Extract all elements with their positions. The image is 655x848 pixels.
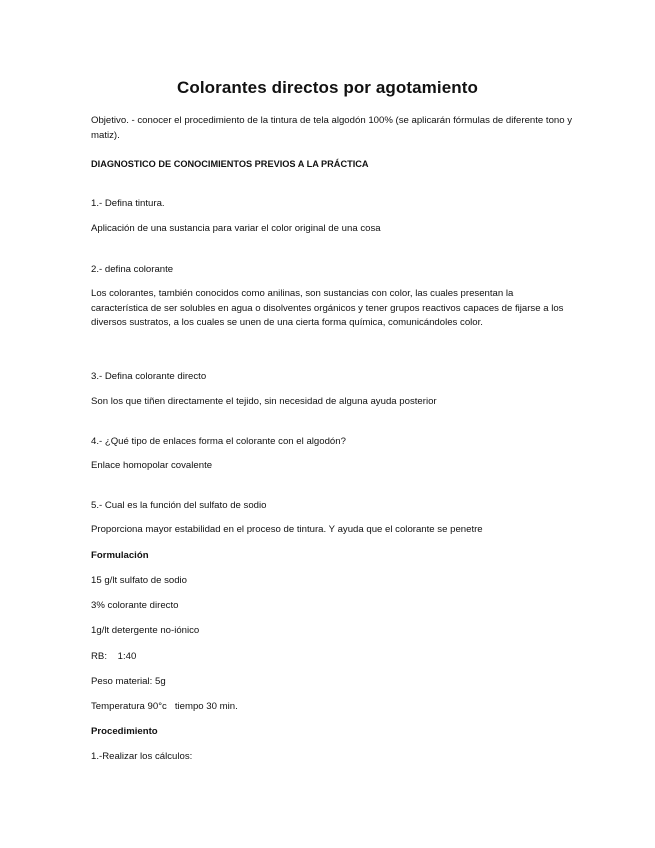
formulation-item: RB: 1:40 (91, 651, 137, 662)
formulation-item: 3% colorante directo (91, 600, 179, 611)
formulation-heading: Formulación (91, 550, 149, 561)
page-title: Colorantes directos por agotamiento (176, 78, 479, 97)
formulation-item: 15 g/lt sulfato de sodio (91, 575, 188, 586)
procedure-heading: Procedimiento (91, 726, 158, 737)
question-3: 3.- Defina colorante directo (91, 371, 207, 382)
formulation-item: 1g/lt detergente no-iónico (91, 625, 200, 636)
question-5: 5.- Cual es la función del sulfato de sodio (91, 500, 267, 511)
formulation-item: Peso material: 5g (91, 676, 166, 687)
procedure-step: 1.-Realizar los cálculos: (91, 751, 193, 762)
question-2: 2.- defina colorante (91, 264, 174, 275)
section-heading: DIAGNOSTICO DE CONOCIMIENTOS PREVIOS A LA PRÁCTICA (91, 159, 369, 169)
answer-1: Aplicación de una sustancia para variar el color original de una cosa (91, 223, 381, 234)
question-4: 4.- ¿Qué tipo de enlaces forma el colorante con el algodón? (91, 436, 346, 447)
answer-3: Son los que tiñen directamente el tejido, sin necesidad de alguna ayuda posterior (91, 396, 437, 407)
question-1: 1.- Defina tintura. (91, 198, 165, 209)
objective-paragraph: Objetivo. - conocer el procedimiento de la tintura de tela algodón 100% (se aplicarán fórmulas de diferente tono y matiz). (91, 115, 573, 141)
formulation-item: Temperatura 90°c tiempo 30 min. (91, 701, 238, 712)
answer-4: Enlace homopolar covalente (91, 460, 213, 471)
answer-2: Los colorantes, también conocidos como anilinas, son sustancias con color, las cuales presentan la característica de ser solubles en agua o disolventes orgánicos y tener grupos reactivos capaces de fijarse a los diversos sustratos, a los cuales se unen de una cierta forma química, comunicándoles color. (91, 288, 564, 329)
answer-5: Proporciona mayor estabilidad en el proceso de tintura. Y ayuda que el colorante se penetre (91, 524, 483, 535)
